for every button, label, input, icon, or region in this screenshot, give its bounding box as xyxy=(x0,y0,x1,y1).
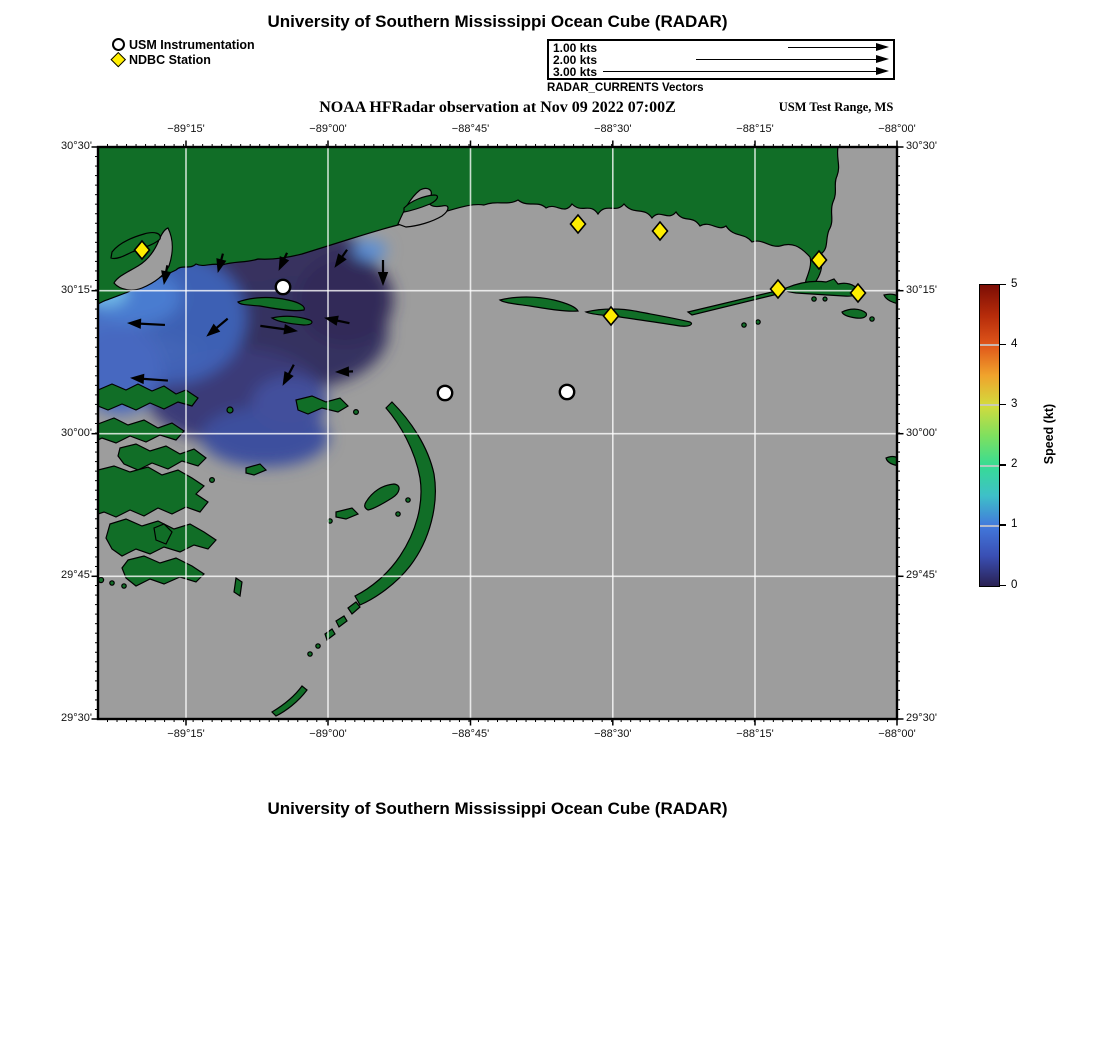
scale-arrow-tail xyxy=(603,71,878,73)
scale-arrow-head xyxy=(876,43,889,51)
lon-label-top: −88°00' xyxy=(878,123,916,135)
lon-label-bottom: −88°45' xyxy=(451,728,490,740)
ndbc-diamond-icon xyxy=(110,54,126,65)
lon-label-bottom: −89°15' xyxy=(167,728,205,740)
lat-label-left: 30°30' xyxy=(61,140,92,152)
usm-station-marker xyxy=(276,280,290,294)
lon-label-top: −88°30' xyxy=(594,123,632,135)
legend-item-usm xyxy=(110,37,255,52)
vector-scale-box xyxy=(547,39,895,80)
colorbar-tick xyxy=(999,524,1006,526)
figure-title-top: University of Southern Mississippi Ocean Cube (RADAR) xyxy=(267,12,728,31)
test-range-label: USM Test Range, MS xyxy=(778,100,894,114)
lat-label-right: 29°45' xyxy=(906,569,937,582)
colorbar-gridline xyxy=(980,404,999,406)
lon-label-top: −89°15' xyxy=(167,123,205,135)
legend-label: NDBC Station xyxy=(129,52,211,67)
scale-row-label: 2.00 kts xyxy=(553,53,598,67)
map-plot xyxy=(88,135,907,731)
colorbar-tick-label: 2 xyxy=(1011,458,1018,471)
lon-label-top: −88°15' xyxy=(736,123,774,135)
vector-scale-caption: RADAR_CURRENTS Vectors xyxy=(547,82,704,94)
lon-label-bottom: −88°30' xyxy=(594,728,632,740)
colorbar-tick-label: 1 xyxy=(1011,518,1018,531)
lat-label-left: 29°30' xyxy=(61,712,92,724)
lat-label-right: 30°00' xyxy=(906,426,937,439)
colorbar-tick-label: 5 xyxy=(1011,277,1018,290)
legend xyxy=(110,37,255,67)
colorbar-gridline xyxy=(980,525,999,527)
legend-label: USM Instrumentation xyxy=(129,37,255,52)
colorbar-axis-label: Speed (kt) xyxy=(1042,403,1056,465)
colorbar-tick xyxy=(999,344,1006,346)
scale-arrow-head xyxy=(876,55,889,63)
figure-title-bottom: University of Southern Mississippi Ocean Cube (RADAR) xyxy=(267,799,728,818)
lat-label-right: 29°30' xyxy=(906,712,937,724)
lon-label-top: −89°00' xyxy=(309,123,347,135)
scale-arrow-tail xyxy=(696,59,878,61)
colorbar-tick xyxy=(999,464,1006,466)
usm-station-marker xyxy=(560,385,574,399)
lat-label-right: 30°30' xyxy=(906,140,937,152)
colorbar-gridline xyxy=(980,344,999,346)
colorbar-tick xyxy=(999,284,1006,286)
colorbar-tick-label: 0 xyxy=(1011,578,1018,591)
colorbar-tick-label: 3 xyxy=(1011,397,1018,410)
usm-circle-icon xyxy=(110,38,126,51)
colorbar-tick xyxy=(999,404,1006,406)
lat-label-left: 30°15' xyxy=(61,283,92,296)
scale-arrow-tail xyxy=(788,47,878,49)
colorbar-tick-label: 4 xyxy=(1011,337,1018,350)
lat-label-right: 30°15' xyxy=(906,283,937,296)
colorbar-tick xyxy=(999,585,1006,587)
speed-colorbar xyxy=(979,284,1000,587)
scale-arrow-head xyxy=(876,67,889,75)
lon-label-bottom: −88°15' xyxy=(736,728,774,740)
lon-label-bottom: −89°00' xyxy=(309,728,347,740)
legend-item-ndbc xyxy=(110,52,255,67)
observation-subtitle: NOAA HFRadar observation at Nov 09 2022 07:00Z xyxy=(319,99,676,116)
scale-row-label: 1.00 kts xyxy=(553,41,598,55)
lon-label-top: −88°45' xyxy=(451,123,490,135)
lat-label-left: 30°00' xyxy=(61,426,92,439)
lon-label-bottom: −88°00' xyxy=(878,728,916,740)
lat-label-left: 29°45' xyxy=(61,569,92,582)
usm-station-marker xyxy=(438,386,452,400)
colorbar-gridline xyxy=(980,465,999,467)
scale-row-label: 3.00 kts xyxy=(553,65,598,79)
